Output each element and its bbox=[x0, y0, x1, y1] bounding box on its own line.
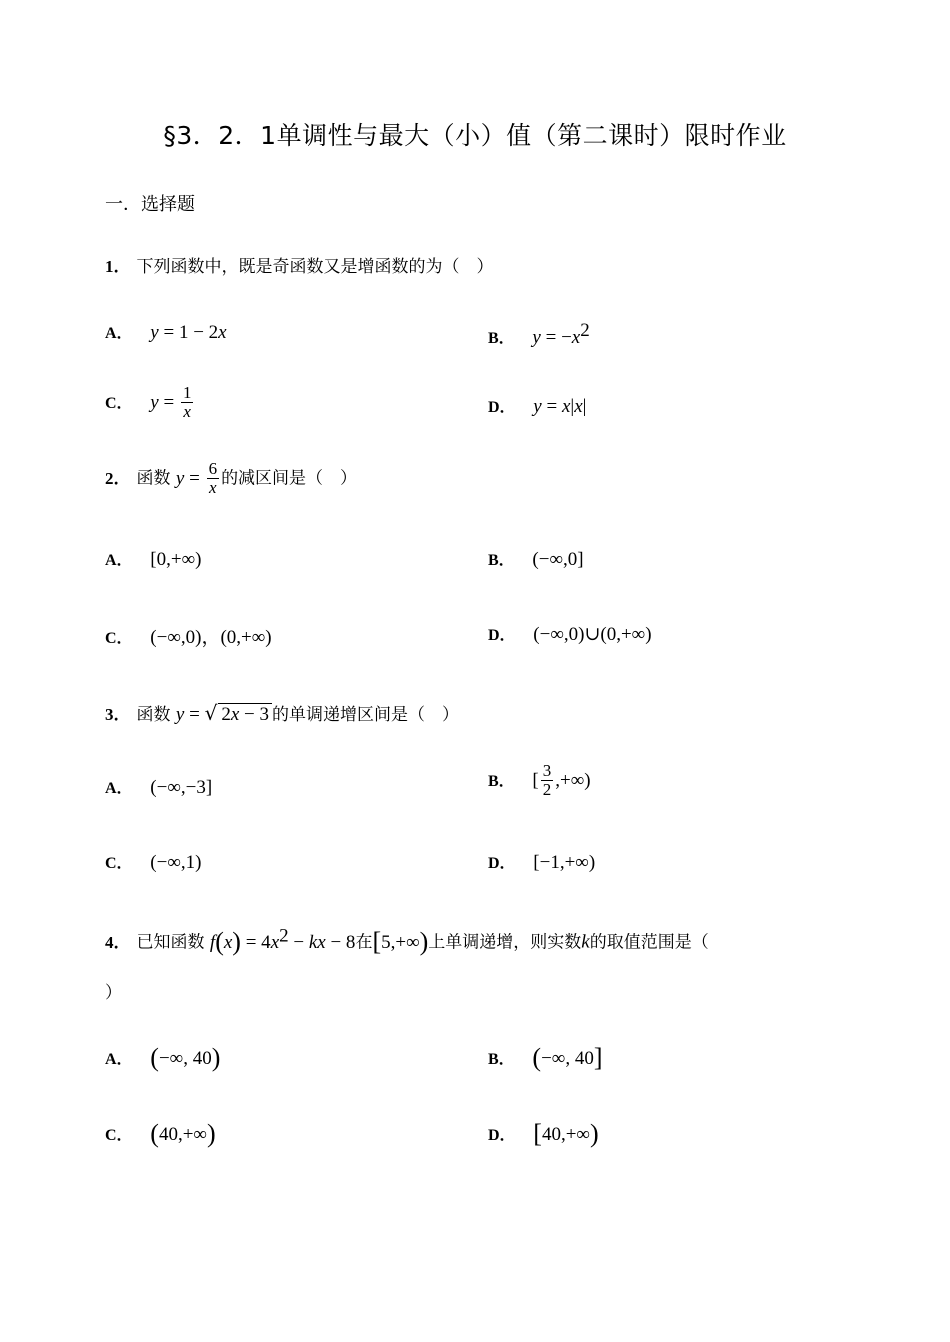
question-number: 1． bbox=[105, 257, 131, 276]
option-label: C． bbox=[105, 855, 133, 872]
question-4 bbox=[105, 925, 825, 957]
option-expr: (−∞,0)∪(0,+∞) bbox=[533, 624, 652, 645]
option-expr: (−∞,0)，(0,+∞) bbox=[150, 627, 272, 648]
option-expr: [40,+∞) bbox=[533, 1119, 599, 1148]
question-text-post: 的取值范围是（ bbox=[589, 932, 709, 953]
q2-option-c[interactable] bbox=[105, 622, 272, 649]
option-label: C． bbox=[105, 1127, 133, 1144]
question-1 bbox=[105, 252, 494, 277]
q1-option-d[interactable] bbox=[488, 394, 586, 418]
option-expr: y = $\frac{1}{x}$ bbox=[150, 383, 192, 421]
option-expr: y = x|x| bbox=[533, 396, 587, 417]
option-label: A． bbox=[105, 552, 133, 569]
option-expr: [ $\frac{3}{2}$ ,+∞) bbox=[532, 761, 591, 799]
page-title: §3．2．1单调性与最大（小）值（第二课时）限时作业 bbox=[163, 121, 787, 150]
option-expr: (40,+∞) bbox=[150, 1119, 216, 1148]
q4-option-c[interactable] bbox=[105, 1119, 216, 1149]
q2-option-b[interactable] bbox=[488, 547, 584, 571]
question-interval: [5,+∞) bbox=[372, 926, 429, 956]
option-expr: (−∞,0] bbox=[532, 549, 584, 570]
option-label: B． bbox=[488, 552, 515, 569]
option-expr: (−∞, 40] bbox=[532, 1043, 603, 1072]
option-label: B． bbox=[488, 772, 515, 790]
q4-option-d[interactable] bbox=[488, 1119, 599, 1149]
option-label: B． bbox=[488, 1051, 515, 1068]
question-number: 3． bbox=[105, 705, 131, 724]
q1-option-b[interactable] bbox=[488, 320, 590, 349]
question-text-mid: 在 bbox=[355, 932, 373, 953]
option-expr: [0,+∞) bbox=[150, 549, 202, 570]
option-label: A． bbox=[105, 325, 133, 342]
q3-option-a[interactable] bbox=[105, 775, 212, 799]
question-3 bbox=[105, 700, 459, 726]
option-label: A． bbox=[105, 780, 133, 797]
option-label: A． bbox=[105, 1051, 133, 1068]
q4-option-a[interactable] bbox=[105, 1043, 220, 1073]
question-2 bbox=[105, 460, 357, 497]
question-formula: $f(x) = 4x^2$ − kx − 8 bbox=[209, 925, 356, 956]
section-heading: 一．选择题 bbox=[105, 194, 195, 215]
question-number: 4． bbox=[105, 932, 131, 952]
q1-option-c[interactable] bbox=[105, 384, 195, 421]
q4-option-b[interactable] bbox=[488, 1043, 603, 1073]
option-label: C． bbox=[105, 630, 133, 647]
q3-option-b[interactable] bbox=[488, 762, 591, 799]
question-text-post: 的单调递增区间是（ ） bbox=[271, 705, 459, 725]
question-4-tail: ） bbox=[105, 983, 122, 1003]
option-expr: [−1,+∞) bbox=[533, 852, 596, 873]
question-text-post: 的减区间是（ ） bbox=[221, 468, 358, 489]
variable-k: k bbox=[581, 931, 590, 953]
option-label: D． bbox=[488, 855, 516, 872]
q1-option-a[interactable] bbox=[105, 320, 227, 344]
question-formula: y = √ 2x − 3 bbox=[176, 705, 272, 725]
question-text-pre: 已知函数 bbox=[136, 932, 205, 953]
question-text: 下列函数中，既是奇函数又是增函数的为（ ） bbox=[136, 257, 494, 277]
question-text-pre: 函数 bbox=[136, 468, 171, 489]
question-number: 2． bbox=[105, 468, 131, 488]
question-text-mid: 上单调递增，则实数 bbox=[428, 932, 582, 953]
question-formula: y = $\frac{6}{x}$ bbox=[175, 459, 218, 497]
q3-option-c[interactable] bbox=[105, 850, 201, 874]
option-expr: $y = -x^2$ bbox=[532, 320, 590, 348]
option-expr: (−∞,1) bbox=[150, 852, 202, 873]
option-expr: (−∞, 40) bbox=[150, 1043, 221, 1072]
q2-option-d[interactable] bbox=[488, 622, 652, 646]
option-label: D． bbox=[488, 627, 516, 644]
option-expr: y = 1 − 2x bbox=[150, 322, 227, 343]
option-label: C． bbox=[105, 394, 133, 412]
question-text-pre: 函数 bbox=[136, 705, 171, 725]
option-label: B． bbox=[488, 330, 515, 347]
option-label: D． bbox=[488, 399, 516, 416]
q2-option-a[interactable] bbox=[105, 547, 201, 571]
option-label: D． bbox=[488, 1127, 516, 1144]
q3-option-d[interactable] bbox=[488, 850, 595, 874]
option-expr: (−∞,−3] bbox=[150, 777, 213, 798]
